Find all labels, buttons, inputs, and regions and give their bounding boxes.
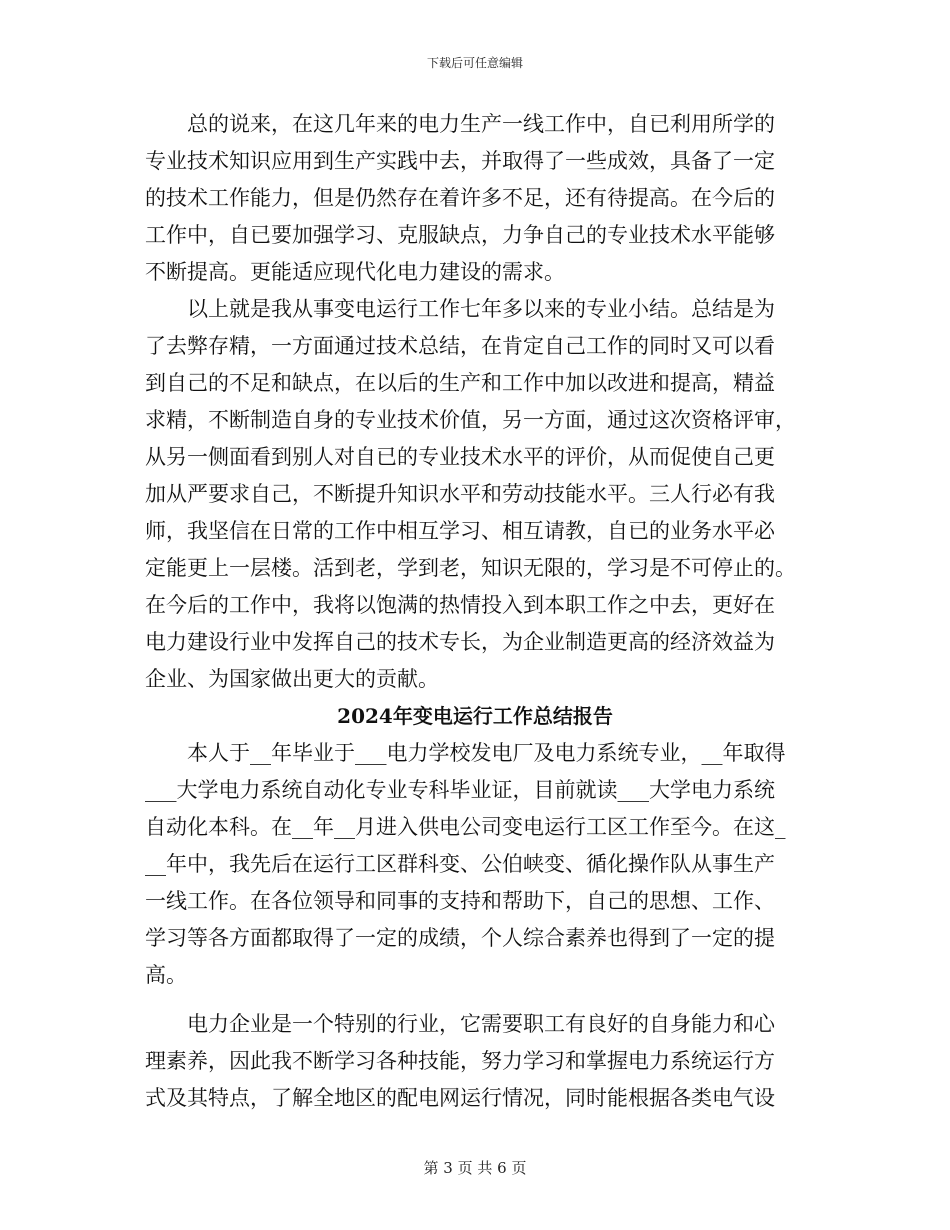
text-line: 一线工作。在各位领导和同事的支持和帮助下，自己的思想、工作、 (145, 889, 775, 913)
section-title (145, 698, 805, 735)
text-line: 企业、为国家做出更大的贡献。 (145, 667, 439, 691)
text-line: 从另一侧面看到别人对自已的专业技术水平的评价，从而促使自己更 (145, 445, 775, 469)
text-line: 师，我坚信在日常的工作中相互学习、相互请教，自已的业务水平必 (145, 519, 775, 543)
text-line: 式及其特点，了解全地区的配电网运行情况，同时能根据各类电气设 (145, 1086, 775, 1110)
text-line: 以上就是我从事变电运行工作七年多以来的专业小结。总结是为 (145, 297, 775, 321)
text-line: 电力企业是一个特别的行业，它需要职工有良好的自身能力和心 (145, 1012, 775, 1036)
text-line: 在今后的工作中，我将以饱满的热情投入到本职工作之中去，更好在 (145, 593, 775, 617)
text-line: 到自己的不足和缺点，在以后的生产和工作中加以改进和提高，精益 (145, 371, 775, 395)
paragraph-gap (145, 994, 805, 1006)
text-line: 专业技术知识应用到生产实践中去，并取得了一些成效，具备了一定 (145, 149, 775, 173)
title-text: 2024年变电运行工作总结报告 (337, 704, 613, 728)
paragraph (145, 1006, 805, 1117)
page-header-note: 下载后可任意编辑 (426, 56, 523, 70)
page-number-footer: 第 3 页 共 6 页 (423, 1159, 527, 1177)
text-line: 加从严要求自己，不断提升知识水平和劳动技能水平。三人行必有我 (145, 482, 775, 506)
paragraph (145, 735, 805, 994)
text-line: 学习等各方面都取得了一定的成绩，个人综合素养也得到了一定的提 (145, 926, 775, 950)
text-line: 高。 (145, 963, 187, 987)
text-line: 自动化本科。在__年__月进入供电公司变电运行工区工作至今。在这_ (145, 815, 786, 839)
text-line: 总的说来，在这几年来的电力生产一线工作中，自已利用所学的 (145, 112, 775, 136)
text-line: 电力建设行业中发挥自己的技术专长，为企业制造更高的经济效益为 (145, 630, 775, 654)
paragraph (145, 291, 805, 698)
document-body (145, 106, 805, 1117)
paragraph (145, 106, 805, 291)
text-line: ___大学电力系统自动化专业专科毕业证，目前就读___大学电力系统 (145, 778, 775, 802)
text-line: 本人于__年毕业于___电力学校发电厂及电力系统专业，__年取得 (145, 741, 786, 765)
text-line: 了去弊存精，一方面通过技术总结，在肯定自己工作的同时又可以看 (145, 334, 775, 358)
text-line: 定能更上一层楼。活到老，学到老，知识无限的，学习是不可停止的。 (145, 556, 796, 580)
text-line: 工作中，自已要加强学习、克服缺点，力争自己的专业技术水平能够 (145, 223, 775, 247)
text-line: __年中，我先后在运行工区群科变、公伯峡变、循化操作队从事生产 (145, 852, 775, 876)
text-line: 理素养，因此我不断学习各种技能，努力学习和掌握电力系统运行方 (145, 1049, 775, 1073)
text-line: 不断提高。更能适应现代化电力建设的需求。 (145, 260, 565, 284)
text-line: 求精，不断制造自身的专业技术价值，另一方面，通过这次资格评审， (145, 408, 796, 432)
text-line: 的技术工作能力，但是仍然存在着许多不足，还有待提高。在今后的 (145, 186, 775, 210)
